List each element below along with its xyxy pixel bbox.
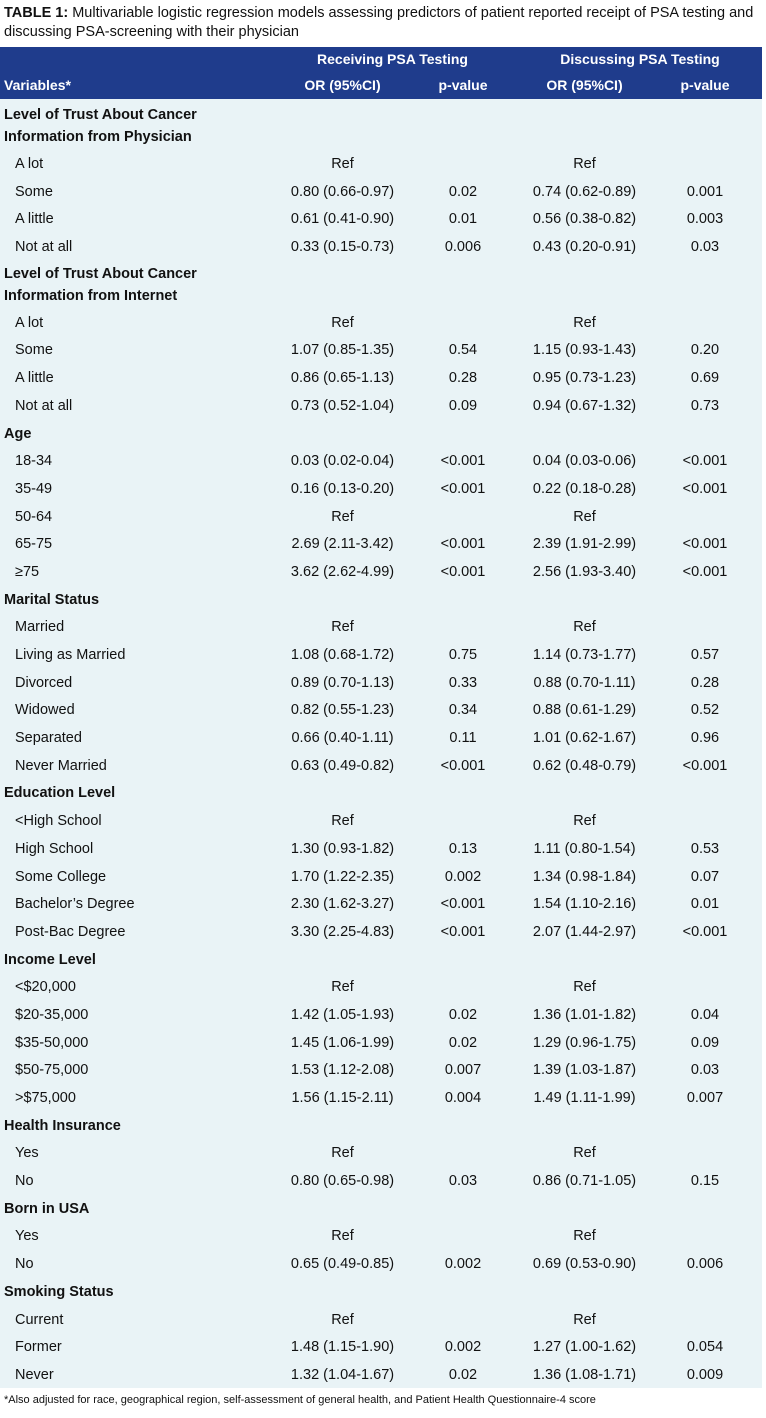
p-value-discussing: <0.001 — [682, 453, 728, 470]
table-row — [0, 503, 762, 531]
row-label: High School — [15, 840, 94, 857]
or-receiving: Ref — [331, 508, 354, 525]
column-header-or-receiving: OR (95%CI) — [304, 77, 381, 93]
p-value-discussing: 0.003 — [686, 211, 724, 228]
p-value-discussing: 0.20 — [690, 342, 720, 359]
section-title: Level of Trust About Cancer Information from Physician — [4, 107, 197, 145]
table-row — [0, 752, 762, 780]
p-value-discussing: 0.15 — [690, 1173, 720, 1190]
or-receiving: Ref — [331, 979, 354, 996]
table-row — [0, 447, 762, 475]
or-receiving: 1.32 (1.04-1.67) — [290, 1366, 395, 1383]
row-label: 50-64 — [15, 508, 53, 525]
p-value-receiving: 0.02 — [448, 183, 478, 200]
or-discussing: 0.43 (0.20-0.91) — [532, 239, 637, 256]
or-discussing: Ref — [573, 508, 596, 525]
row-label: No — [15, 1173, 34, 1190]
p-value-discussing: <0.001 — [682, 923, 728, 940]
row-label: Living as Married — [15, 647, 126, 663]
or-receiving: 0.66 (0.40-1.11) — [291, 730, 394, 747]
or-receiving: 0.65 (0.49-0.85) — [290, 1256, 395, 1273]
table-row — [0, 205, 762, 233]
p-value-discussing: <0.001 — [682, 480, 728, 497]
row-label: Not at all — [15, 397, 73, 414]
table-row — [0, 336, 762, 364]
p-value-receiving: 0.006 — [444, 239, 482, 256]
or-discussing: Ref — [573, 1311, 596, 1328]
row-label: 35-49 — [15, 480, 53, 497]
table-row — [0, 724, 762, 752]
p-value-receiving: 0.002 — [444, 1256, 482, 1273]
p-value-receiving: <0.001 — [440, 453, 486, 470]
or-receiving: 0.63 (0.49-0.82) — [290, 757, 395, 774]
table-body — [0, 99, 762, 1389]
table-row — [0, 1306, 762, 1334]
or-receiving: Ref — [331, 813, 354, 830]
or-receiving: 3.30 (2.25-4.83) — [290, 923, 395, 940]
or-receiving: 0.82 (0.55-1.23) — [290, 702, 395, 719]
table-row — [0, 918, 762, 946]
or-discussing: 1.15 (0.93-1.43) — [532, 342, 637, 359]
or-receiving: 1.53 (1.12-2.08) — [290, 1062, 395, 1079]
or-discussing: Ref — [573, 979, 596, 996]
p-value-receiving: 0.34 — [448, 702, 478, 719]
or-discussing: 0.86 (0.71-1.05) — [532, 1173, 637, 1190]
p-value-discussing: 0.73 — [690, 397, 720, 414]
row-label: 18-34 — [15, 453, 53, 470]
column-header-or-discussing: OR (95%CI) — [546, 77, 623, 93]
p-value-receiving: 0.02 — [448, 1006, 478, 1023]
table-row — [0, 1222, 762, 1250]
table-row — [0, 475, 762, 503]
table-row — [0, 641, 762, 669]
row-label: A little — [15, 370, 54, 387]
or-receiving: 0.89 (0.70-1.13) — [290, 674, 395, 691]
row-label: Widowed — [15, 702, 75, 719]
or-discussing: 1.11 (0.80-1.54) — [533, 840, 636, 857]
table-footnote: *Also adjusted for race, geographical region, self-assessment of general health, and Patient Health Questionnaire-4 score — [4, 1394, 596, 1406]
row-label: Current — [15, 1311, 64, 1328]
group-title-discussing: Discussing PSA Testing — [560, 51, 720, 67]
table-row — [0, 613, 762, 641]
table-row — [0, 973, 762, 1001]
section-title: Health Insurance — [4, 1117, 121, 1134]
p-value-discussing: 0.03 — [690, 239, 720, 256]
or-discussing: 1.54 (1.10-2.16) — [532, 896, 637, 913]
or-discussing: Ref — [573, 156, 596, 172]
section-title: Age — [4, 425, 32, 442]
p-value-receiving: 0.54 — [448, 342, 478, 359]
column-header-p-receiving: p-value — [438, 77, 488, 93]
table-row — [0, 150, 762, 178]
column-header-p-discussing: p-value — [680, 77, 730, 93]
p-value-discussing: <0.001 — [682, 563, 728, 580]
p-value-receiving: <0.001 — [440, 536, 486, 553]
or-receiving: 0.61 (0.41-0.90) — [290, 211, 395, 228]
or-discussing: Ref — [573, 1145, 596, 1162]
or-receiving: 1.45 (1.06-1.99) — [290, 1034, 395, 1051]
table-row — [0, 530, 762, 558]
table-row — [0, 1056, 762, 1084]
p-value-receiving: <0.001 — [440, 757, 486, 774]
or-discussing: 1.39 (1.03-1.87) — [532, 1062, 637, 1079]
or-discussing: 0.56 (0.38-0.82) — [532, 211, 637, 228]
or-discussing: 0.88 (0.61-1.29) — [532, 702, 637, 719]
row-label: Yes — [15, 1228, 39, 1245]
or-discussing: 1.29 (0.96-1.75) — [532, 1034, 637, 1051]
p-value-discussing: 0.07 — [690, 868, 720, 885]
row-label: No — [15, 1256, 34, 1273]
or-discussing: 2.07 (1.44-2.97) — [532, 923, 637, 940]
or-discussing: Ref — [573, 619, 596, 636]
row-label: Some — [15, 342, 53, 359]
regression-table — [0, 47, 762, 1388]
table-row — [0, 835, 762, 863]
caption-text: Multivariable logistic regression models assessing predictors of patient reported receipt of PSA testing and discussing PSA-screening with their physician — [4, 5, 754, 40]
section-title: Level of Trust About Cancer Information from Internet — [4, 265, 197, 304]
table-caption — [4, 4, 760, 42]
p-value-discussing: 0.001 — [686, 183, 724, 200]
section-title: Smoking Status — [4, 1283, 114, 1300]
or-receiving: 0.80 (0.65-0.98) — [290, 1173, 395, 1190]
table-row — [0, 890, 762, 918]
or-receiving: 1.42 (1.05-1.93) — [290, 1006, 395, 1023]
or-receiving: Ref — [331, 619, 354, 636]
or-receiving: Ref — [331, 1311, 354, 1328]
or-receiving: 1.07 (0.85-1.35) — [290, 342, 395, 359]
section-header — [0, 586, 762, 614]
p-value-receiving: 0.28 — [448, 370, 478, 387]
or-discussing: 0.88 (0.70-1.11) — [533, 674, 636, 691]
row-label: 65-75 — [15, 536, 53, 553]
or-receiving: 0.86 (0.65-1.13) — [290, 370, 395, 387]
or-discussing: 1.27 (1.00-1.62) — [532, 1339, 637, 1356]
section-header — [0, 1112, 762, 1140]
table-row — [0, 1333, 762, 1361]
row-label: Yes — [15, 1145, 39, 1162]
table-row — [0, 558, 762, 586]
p-value-receiving: 0.33 — [448, 674, 478, 691]
or-discussing: Ref — [573, 314, 596, 331]
p-value-receiving: 0.002 — [444, 1339, 482, 1356]
row-label: <High School — [15, 813, 102, 830]
or-discussing: 0.22 (0.18-0.28) — [532, 480, 637, 497]
p-value-receiving: 0.75 — [448, 647, 478, 663]
p-value-receiving: 0.002 — [444, 868, 482, 885]
column-header-variables: Variables* — [4, 77, 71, 93]
or-receiving: 1.56 (1.15-2.11) — [291, 1090, 394, 1106]
p-value-receiving: <0.001 — [440, 480, 486, 497]
row-label: ≥75 — [15, 563, 40, 580]
row-label: Divorced — [15, 674, 73, 691]
section-title: Education Level — [4, 785, 116, 802]
header-column-row — [0, 71, 762, 99]
or-receiving: 0.73 (0.52-1.04) — [290, 397, 395, 414]
section-header — [0, 420, 762, 448]
p-value-receiving: 0.09 — [448, 397, 478, 414]
p-value-discussing: 0.006 — [686, 1256, 724, 1273]
p-value-discussing: 0.01 — [690, 896, 720, 913]
table-row — [0, 1001, 762, 1029]
or-receiving: 1.30 (0.93-1.82) — [290, 840, 395, 857]
or-discussing: 0.95 (0.73-1.23) — [532, 370, 637, 387]
p-value-receiving: 0.007 — [444, 1062, 482, 1079]
row-label: >$75,000 — [15, 1090, 76, 1106]
or-receiving: Ref — [331, 1228, 354, 1245]
section-header — [0, 1278, 762, 1306]
p-value-discussing: 0.054 — [686, 1339, 724, 1356]
table-row — [0, 178, 762, 206]
table-row — [0, 364, 762, 392]
row-label: Never Married — [15, 757, 107, 774]
or-receiving: 2.30 (1.62-3.27) — [290, 896, 395, 913]
table-row — [0, 863, 762, 891]
p-value-receiving: <0.001 — [440, 563, 486, 580]
row-label: $20-35,000 — [15, 1006, 89, 1023]
or-discussing: 2.56 (1.93-3.40) — [532, 563, 637, 580]
table-row — [0, 309, 762, 337]
or-receiving: 0.03 (0.02-0.04) — [290, 453, 395, 470]
p-value-discussing: 0.03 — [690, 1062, 720, 1079]
or-receiving: 2.69 (2.11-3.42) — [291, 536, 394, 553]
table-row — [0, 807, 762, 835]
or-discussing: 1.01 (0.62-1.67) — [532, 730, 637, 747]
or-receiving: 1.48 (1.15-1.90) — [290, 1339, 395, 1356]
p-value-discussing: 0.69 — [690, 370, 720, 387]
section-title: Income Level — [4, 951, 96, 968]
or-discussing: 0.94 (0.67-1.32) — [532, 397, 637, 414]
p-value-discussing: 0.28 — [690, 674, 720, 691]
row-label: Post-Bac Degree — [15, 923, 126, 940]
p-value-receiving: 0.02 — [448, 1366, 478, 1383]
or-discussing: 0.62 (0.48-0.79) — [532, 757, 637, 774]
row-label: A lot — [15, 156, 44, 172]
p-value-discussing: 0.04 — [690, 1006, 720, 1023]
row-label: <$20,000 — [15, 979, 76, 996]
section-title: Born in USA — [4, 1200, 90, 1217]
or-discussing: 2.39 (1.91-2.99) — [532, 536, 637, 553]
or-discussing: 1.49 (1.11-1.99) — [533, 1090, 636, 1106]
section-header — [0, 779, 762, 807]
or-discussing: Ref — [573, 813, 596, 830]
section-header — [0, 102, 762, 150]
table-row — [0, 1029, 762, 1057]
or-receiving: 0.80 (0.66-0.97) — [290, 183, 395, 200]
p-value-receiving: 0.11 — [449, 730, 477, 747]
p-value-receiving: 0.004 — [444, 1090, 482, 1106]
section-header — [0, 946, 762, 974]
or-discussing: 0.69 (0.53-0.90) — [532, 1256, 637, 1273]
p-value-discussing: <0.001 — [682, 536, 728, 553]
p-value-receiving: 0.03 — [448, 1173, 478, 1190]
p-value-discussing: 0.007 — [686, 1090, 724, 1106]
or-receiving: Ref — [331, 314, 354, 331]
p-value-receiving: <0.001 — [440, 896, 486, 913]
p-value-receiving: 0.01 — [448, 211, 478, 228]
or-discussing: 1.14 (0.73-1.77) — [532, 647, 637, 663]
or-receiving: 1.08 (0.68-1.72) — [290, 647, 395, 663]
p-value-discussing: 0.57 — [690, 647, 720, 663]
row-label: Bachelor’s Degree — [15, 896, 135, 913]
p-value-discussing: 0.009 — [686, 1366, 724, 1383]
table-row — [0, 1250, 762, 1278]
p-value-discussing: 0.96 — [690, 730, 720, 747]
row-label: Married — [15, 619, 65, 636]
row-label: $35-50,000 — [15, 1034, 89, 1051]
p-value-discussing: <0.001 — [682, 757, 728, 774]
or-discussing: 0.74 (0.62-0.89) — [532, 183, 637, 200]
or-discussing: Ref — [573, 1228, 596, 1245]
table-row — [0, 1361, 762, 1389]
or-discussing: 1.36 (1.08-1.71) — [532, 1366, 637, 1383]
table-row — [0, 669, 762, 697]
row-label: Some — [15, 183, 53, 200]
row-label: Not at all — [15, 239, 73, 256]
row-label: $50-75,000 — [15, 1062, 89, 1079]
table-row — [0, 392, 762, 420]
or-receiving: Ref — [331, 156, 354, 172]
row-label: A little — [15, 211, 54, 228]
row-label: Never — [15, 1366, 54, 1383]
caption-label: TABLE 1: — [4, 5, 69, 21]
section-title: Marital Status — [4, 591, 100, 608]
or-receiving: 0.33 (0.15-0.73) — [290, 239, 395, 256]
p-value-receiving: 0.02 — [448, 1034, 478, 1051]
p-value-receiving: 0.13 — [448, 840, 478, 857]
row-label: Some College — [15, 868, 107, 885]
p-value-discussing: 0.09 — [690, 1034, 720, 1051]
p-value-discussing: 0.52 — [690, 702, 720, 719]
or-discussing: 0.04 (0.03-0.06) — [532, 453, 637, 470]
row-label: Former — [15, 1339, 62, 1356]
header-group-row — [0, 47, 762, 71]
section-header — [0, 261, 762, 309]
table-row — [0, 233, 762, 261]
or-discussing: 1.36 (1.01-1.82) — [532, 1006, 637, 1023]
or-receiving: 3.62 (2.62-4.99) — [290, 563, 395, 580]
p-value-receiving: <0.001 — [440, 923, 486, 940]
table-header — [0, 47, 762, 99]
group-title-receiving: Receiving PSA Testing — [317, 51, 468, 67]
or-receiving: 0.16 (0.13-0.20) — [290, 480, 395, 497]
or-receiving: Ref — [331, 1145, 354, 1162]
table-row — [0, 696, 762, 724]
section-header — [0, 1195, 762, 1223]
or-receiving: 1.70 (1.22-2.35) — [290, 868, 395, 885]
row-label: Separated — [15, 730, 82, 747]
table-row — [0, 1167, 762, 1195]
p-value-discussing: 0.53 — [690, 840, 720, 857]
table-row — [0, 1084, 762, 1112]
table-row — [0, 1139, 762, 1167]
or-discussing: 1.34 (0.98-1.84) — [532, 868, 637, 885]
row-label: A lot — [15, 314, 44, 331]
